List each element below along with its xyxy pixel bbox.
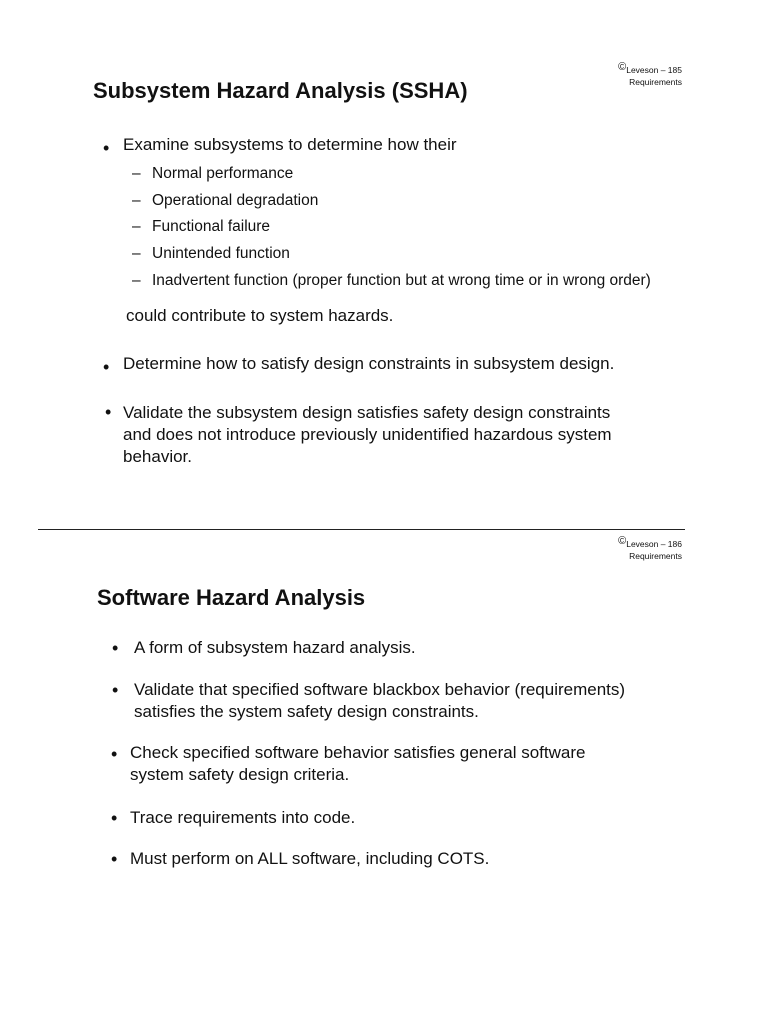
dash-icon: – xyxy=(132,272,141,289)
slide1-title: Subsystem Hazard Analysis (SSHA) xyxy=(93,78,468,103)
slide-divider xyxy=(38,529,685,530)
dash-icon: – xyxy=(132,165,141,182)
bullet-line: behavior. xyxy=(123,447,192,466)
bullet-icon: • xyxy=(111,744,118,764)
slide1-bullet-3 xyxy=(123,402,612,468)
copyright-icon: © xyxy=(618,535,627,547)
dash-icon: – xyxy=(132,218,141,235)
slide1-corner-label xyxy=(590,61,682,88)
page-number: Leveson – 186 xyxy=(626,539,682,549)
slide2-bullet xyxy=(130,848,489,870)
bullet-icon: • xyxy=(103,357,110,377)
bullet-line: satisfies the system safety design constraints. xyxy=(134,702,479,721)
bullet-line: and does not introduce previously unidentified hazardous system xyxy=(123,425,612,444)
bullet-line: Must perform on ALL software, including COTS. xyxy=(130,849,490,868)
bullet-icon: • xyxy=(112,680,119,700)
bullet-icon: • xyxy=(112,638,119,658)
copyright-icon: © xyxy=(618,61,627,73)
slide2-bullet xyxy=(134,637,416,659)
sub-item-label: Functional failure xyxy=(152,218,271,235)
slide1-continuation: could contribute to system hazards. xyxy=(126,306,394,325)
section-label: Requirements xyxy=(629,77,682,87)
slide1-bullet-2: Determine how to satisfy design constraints in subsystem design. xyxy=(123,354,615,373)
dash-icon: – xyxy=(132,245,141,262)
slide1-bullet-1: Examine subsystems to determine how their xyxy=(123,135,457,154)
slide2-bullet xyxy=(130,742,585,786)
slide2-bullet xyxy=(134,679,625,723)
bullet-icon: • xyxy=(103,138,110,158)
bullet-icon: • xyxy=(111,849,118,869)
bullet-icon: • xyxy=(111,808,118,828)
bullet-line: Validate that specified software blackbox behavior (requirements) xyxy=(134,680,626,699)
sub-item-label: Operational degradation xyxy=(152,192,319,209)
bullet-line: A form of subsystem hazard analysis. xyxy=(134,638,416,657)
sub-item-label: Inadvertent function (proper function but at wrong time or in wrong order) xyxy=(152,272,651,289)
section-label: Requirements xyxy=(629,551,682,561)
sub-item-label: Normal performance xyxy=(152,165,294,182)
slide2-bullet xyxy=(130,807,355,829)
slide2-corner-label xyxy=(590,535,682,562)
bullet-line: Check specified software behavior satisfies general software xyxy=(130,743,586,762)
bullet-line: system safety design criteria. xyxy=(130,765,350,784)
page-number: Leveson – 185 xyxy=(626,65,682,75)
dash-icon: – xyxy=(132,192,141,209)
sub-item-label: Unintended function xyxy=(152,245,290,262)
slide2-title: Software Hazard Analysis xyxy=(97,585,366,610)
bullet-line: Trace requirements into code. xyxy=(130,808,356,827)
bullet-line: Validate the subsystem design satisfies safety design constraints xyxy=(123,403,611,422)
bullet-icon: • xyxy=(105,402,112,422)
